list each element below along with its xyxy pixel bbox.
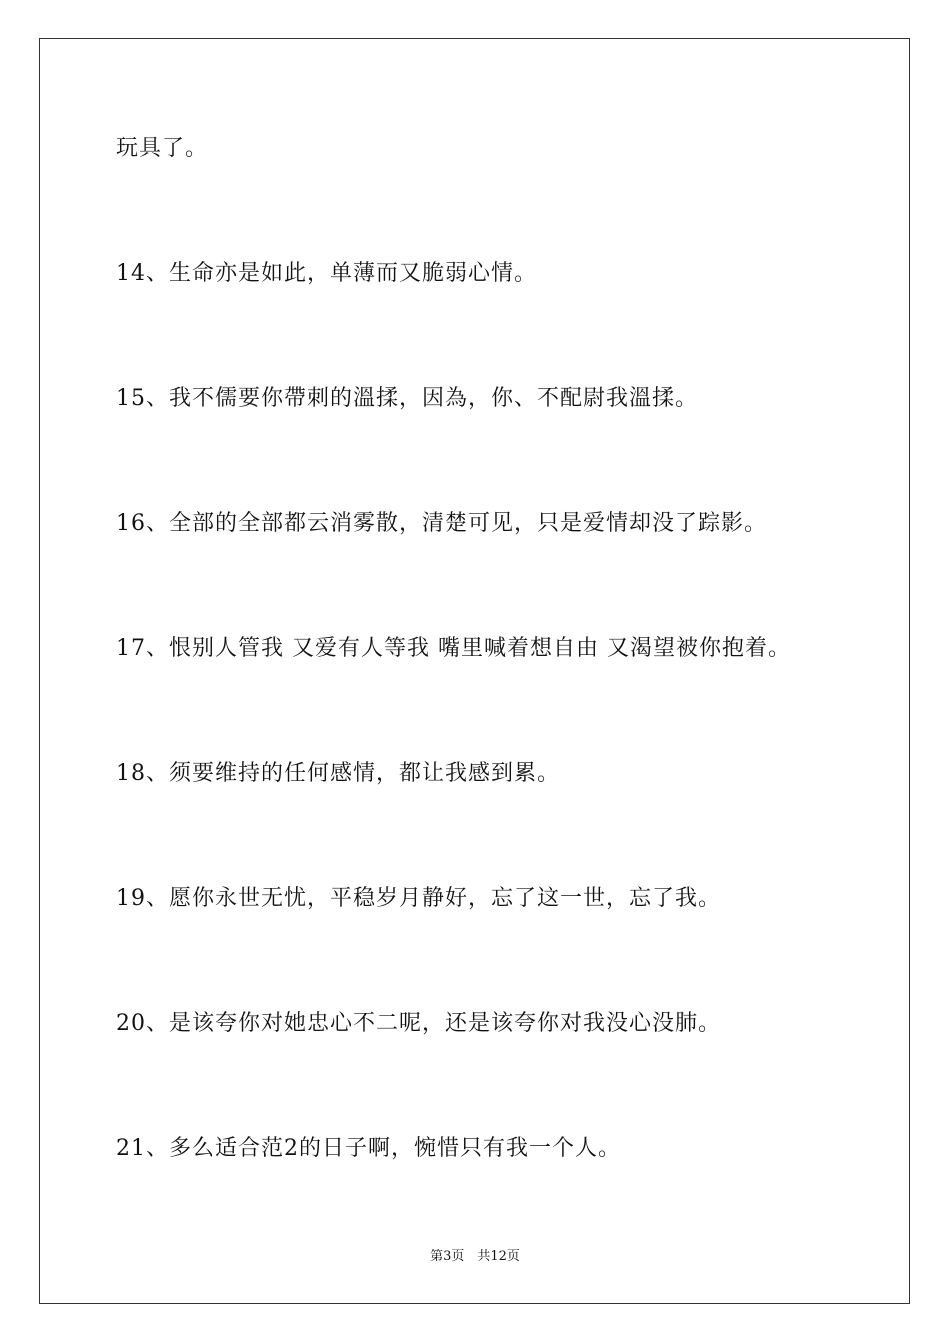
text-line-17: 17、恨别人管我 又爱有人等我 嘴里喊着想自由 又渴望被你抱着。 xyxy=(116,636,791,661)
text-line-20: 20、是该夸你对她忠心不二呢，还是该夸你对我没心没肺。 xyxy=(116,1011,721,1036)
page-number-footer: 第3页 共12页 xyxy=(430,1249,520,1264)
text-line-19: 19、愿你永世无忧，平稳岁月静好，忘了这一世，忘了我。 xyxy=(116,886,721,911)
text-line-continuation: 玩具了。 xyxy=(116,136,209,161)
text-line-15: 15、我不儒要你帶刺的溫揉，因為，你、不配尉我溫揉。 xyxy=(116,386,698,411)
text-line-16: 16、全部的全部都云消雾散，清楚可见，只是爱情却没了踪影。 xyxy=(116,511,767,536)
page-border xyxy=(39,38,910,1304)
text-line-18: 18、须要维持的任何感情，都让我感到累。 xyxy=(116,761,560,786)
text-line-14: 14、生命亦是如此，单薄而又脆弱心情。 xyxy=(116,261,537,286)
text-line-21: 21、多么适合范2的日子啊，惋惜只有我一个人。 xyxy=(116,1136,621,1161)
